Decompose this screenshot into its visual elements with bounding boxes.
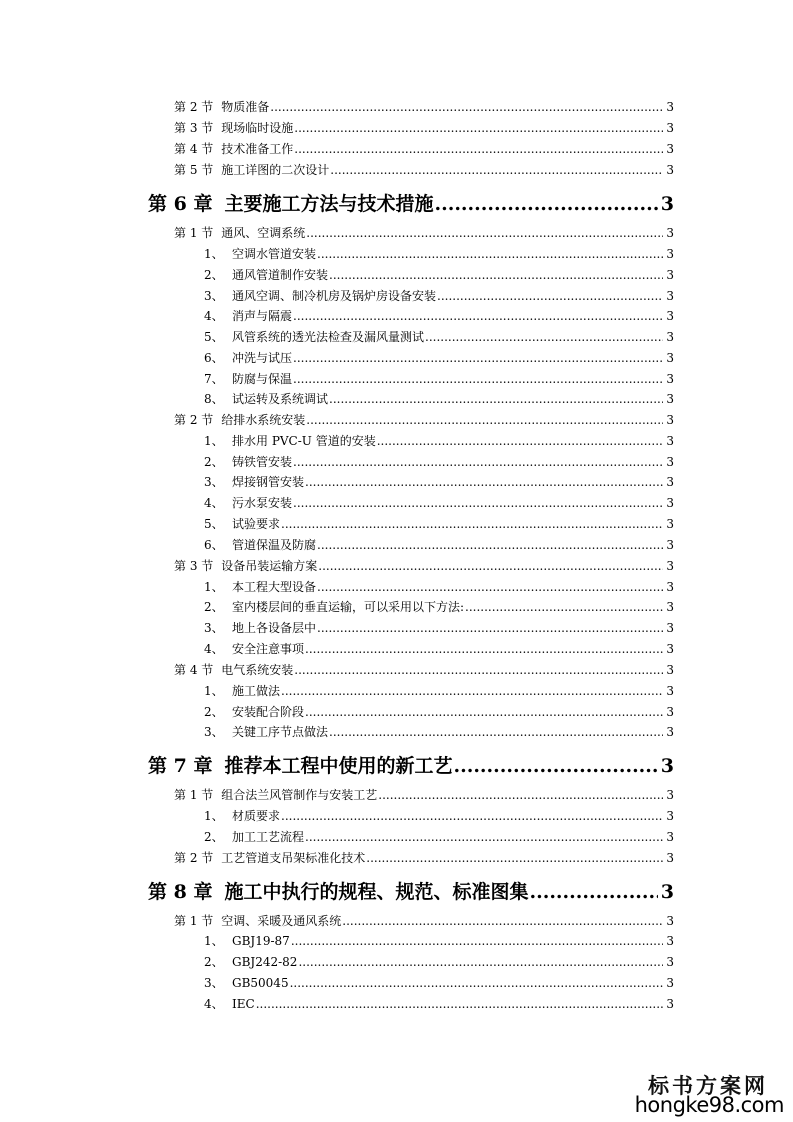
toc-prefix: 第 4 节 [174, 663, 214, 677]
toc-prefix: 3、 [204, 289, 224, 303]
toc-page-number: 3 [666, 830, 674, 844]
toc-prefix: 1、 [204, 809, 224, 823]
toc-prefix: 第 7 章 [148, 755, 213, 777]
toc-prefix: 第 4 节 [174, 142, 214, 156]
leader-dots [281, 517, 663, 531]
toc-entry[interactable] [204, 640, 674, 657]
leader-dots [293, 496, 663, 510]
toc-entry[interactable] [174, 849, 674, 866]
toc-prefix: 1、 [204, 684, 224, 698]
toc-entry[interactable] [174, 224, 674, 241]
leader-dots [293, 455, 663, 469]
toc-title: 施工详图的二次设计 [221, 163, 330, 177]
toc-title: 物质准备 [221, 100, 270, 114]
toc-entry[interactable] [204, 682, 674, 699]
toc-page-number: 3 [666, 976, 674, 990]
toc-chapter-entry[interactable] [148, 751, 674, 778]
toc-page-number: 3 [666, 538, 674, 552]
leader-dots [270, 100, 663, 114]
toc-page-number: 3 [666, 226, 674, 240]
toc-page-number: 3 [666, 100, 674, 114]
toc-page-number: 3 [660, 755, 674, 777]
leader-dots [256, 997, 664, 1011]
toc-prefix: 5、 [204, 330, 224, 344]
toc-title: 给排水系统安装 [221, 413, 306, 427]
leader-dots [294, 121, 663, 135]
toc-prefix: 4、 [204, 309, 224, 323]
toc-entry[interactable] [204, 828, 674, 845]
toc-entry[interactable] [174, 119, 674, 136]
leader-dots [317, 538, 663, 552]
toc-title: 防腐与保温 [232, 372, 293, 386]
toc-page-number: 3 [666, 247, 674, 261]
toc-title: 加工工艺流程 [232, 830, 305, 844]
leader-dots [330, 163, 663, 177]
toc-title: 安全注意事项 [232, 642, 305, 656]
toc-prefix: 2、 [204, 955, 224, 969]
toc-page-number: 3 [666, 289, 674, 303]
toc-prefix: 2、 [204, 705, 224, 719]
toc-entry[interactable] [204, 723, 674, 740]
toc-title: 设备吊装运输方案 [221, 559, 318, 573]
toc-entry[interactable] [174, 411, 674, 428]
toc-page-number: 3 [666, 455, 674, 469]
toc-title: 材质要求 [232, 809, 281, 823]
leader-dots [437, 289, 663, 303]
toc-page-number: 3 [666, 163, 674, 177]
toc-page-number: 3 [666, 684, 674, 698]
toc-prefix: 第 6 章 [148, 193, 213, 215]
leader-dots [294, 663, 663, 677]
leader-dots [529, 881, 657, 903]
toc-page-number: 3 [666, 914, 674, 928]
toc-title: 室内楼层间的垂直运输，可以采用以下方法: [232, 600, 465, 614]
toc-title: 本工程大型设备 [232, 580, 317, 594]
toc-entry[interactable] [204, 432, 674, 449]
toc-page-number: 3 [666, 809, 674, 823]
toc-prefix: 2、 [204, 600, 224, 614]
toc-title: GBJ19-87 [232, 934, 290, 948]
leader-dots [434, 193, 657, 215]
toc-page-number: 3 [666, 705, 674, 719]
toc-prefix: 第 3 节 [174, 559, 214, 573]
toc-title: 施工做法 [232, 684, 281, 698]
toc-entry[interactable] [204, 328, 674, 345]
watermark-site-name: 标书方案网 [648, 1074, 768, 1098]
toc-page-number: 3 [666, 725, 674, 739]
toc-title: 关键工序节点做法 [232, 725, 329, 739]
toc-page-number: 3 [666, 121, 674, 135]
toc-page-number: 3 [666, 997, 674, 1011]
toc-entry[interactable] [204, 390, 674, 407]
toc-title: 焊接钢管安装 [232, 475, 305, 489]
leader-dots [305, 830, 663, 844]
toc-entry[interactable] [204, 995, 674, 1012]
toc-page-number: 3 [666, 559, 674, 573]
toc-entry[interactable] [204, 349, 674, 366]
toc-title: 污水泵安装 [232, 496, 293, 510]
toc-title: 通风、空调系统 [221, 226, 306, 240]
leader-dots [306, 226, 663, 240]
leader-dots [290, 976, 664, 990]
toc-chapter-entry[interactable] [148, 877, 674, 904]
toc-entry[interactable] [204, 932, 674, 949]
toc-entry[interactable] [204, 536, 674, 553]
leader-dots [465, 600, 663, 614]
toc-page-number: 3 [666, 663, 674, 677]
toc-page-number: 3 [660, 881, 674, 903]
toc-prefix: 8、 [204, 392, 224, 406]
toc-entry[interactable] [174, 786, 674, 803]
toc-page-number: 3 [666, 475, 674, 489]
toc-title: 地上各设备层中 [232, 621, 317, 635]
toc-title: 安装配合阶段 [232, 705, 305, 719]
leader-dots [317, 247, 663, 261]
toc-prefix: 第 3 节 [174, 121, 214, 135]
toc-entry[interactable] [204, 578, 674, 595]
leader-dots [342, 914, 663, 928]
leader-dots [293, 351, 663, 365]
toc-title: 试验要求 [232, 517, 281, 531]
toc-title: IEC [232, 997, 255, 1011]
leader-dots [317, 580, 663, 594]
toc-title: 现场临时设施 [221, 121, 294, 135]
leader-dots [318, 559, 663, 573]
toc-prefix: 7、 [204, 372, 224, 386]
site-watermark [630, 1066, 790, 1122]
toc-title: 空调、采暖及通风系统 [221, 914, 342, 928]
toc-title: 冲洗与试压 [232, 351, 293, 365]
toc-prefix: 5、 [204, 517, 224, 531]
toc-prefix: 第 2 节 [174, 851, 214, 865]
toc-title: 铸铁管安装 [232, 455, 293, 469]
toc-prefix: 6、 [204, 351, 224, 365]
toc-entry[interactable] [204, 703, 674, 720]
toc-chapter-entry[interactable] [148, 189, 674, 216]
toc-page-number: 3 [666, 955, 674, 969]
toc-page-number: 3 [666, 580, 674, 594]
leader-dots [281, 684, 663, 698]
leader-dots [305, 475, 663, 489]
toc-title: 主要施工方法与技术措施 [224, 193, 434, 215]
toc-page-number: 3 [666, 851, 674, 865]
toc-prefix: 3、 [204, 976, 224, 990]
leader-dots [293, 372, 663, 386]
toc-entry[interactable] [174, 140, 674, 157]
toc-prefix: 1、 [204, 580, 224, 594]
toc-entry[interactable] [204, 807, 674, 824]
toc-page-number: 3 [666, 372, 674, 386]
toc-title: 排水用 PVC-U 管道的安装 [232, 434, 376, 448]
toc-prefix: 2、 [204, 830, 224, 844]
toc-title: 风管系统的透光法检查及漏风量测试 [232, 330, 425, 344]
toc-entry[interactable] [174, 912, 674, 929]
toc-page-number: 3 [666, 496, 674, 510]
toc-entry[interactable] [204, 266, 674, 283]
toc-entry[interactable] [204, 598, 674, 615]
toc-title: 工艺管道支吊架标准化技术 [221, 851, 366, 865]
toc-title: 通风空调、制冷机房及锅炉房设备安装 [232, 289, 437, 303]
toc-entry[interactable] [204, 453, 674, 470]
toc-title: GB50045 [232, 976, 289, 990]
toc-page-number: 3 [666, 517, 674, 531]
toc-entry[interactable] [204, 473, 674, 490]
toc-prefix: 6、 [204, 538, 224, 552]
toc-title: 通风管道制作安装 [232, 268, 329, 282]
toc-entry[interactable] [204, 287, 674, 304]
leader-dots [329, 392, 663, 406]
toc-prefix: 2、 [204, 455, 224, 469]
toc-title: 空调水管道安装 [232, 247, 317, 261]
toc-prefix: 4、 [204, 997, 224, 1011]
toc-entry[interactable] [174, 161, 674, 178]
toc-entry[interactable] [174, 661, 674, 678]
toc-title: 施工中执行的规程、规范、标准图集 [224, 881, 529, 903]
toc-prefix: 3、 [204, 621, 224, 635]
toc-prefix: 第 2 节 [174, 413, 214, 427]
toc-page-number: 3 [666, 330, 674, 344]
toc-entry[interactable] [204, 494, 674, 511]
toc-entry[interactable] [204, 619, 674, 636]
leader-dots [305, 705, 663, 719]
toc-entry[interactable] [204, 370, 674, 387]
toc-title: 消声与隔震 [232, 309, 293, 323]
leader-dots [317, 621, 663, 635]
toc-title: 组合法兰风管制作与安装工艺 [221, 788, 378, 802]
toc-prefix: 3、 [204, 475, 224, 489]
leader-dots [294, 142, 663, 156]
leader-dots [305, 642, 663, 656]
toc-entry[interactable] [204, 953, 674, 970]
toc-page-number: 3 [666, 268, 674, 282]
toc-prefix: 第 2 节 [174, 100, 214, 114]
toc-prefix: 1、 [204, 247, 224, 261]
leader-dots [366, 851, 663, 865]
toc-page-number: 3 [666, 434, 674, 448]
toc-page-number: 3 [666, 642, 674, 656]
leader-dots [453, 755, 657, 777]
leader-dots [298, 955, 663, 969]
toc-entry[interactable] [174, 98, 674, 115]
toc-page-number: 3 [666, 934, 674, 948]
toc-title: 推荐本工程中使用的新工艺 [224, 755, 453, 777]
toc-prefix: 3、 [204, 725, 224, 739]
toc-page-number: 3 [666, 788, 674, 802]
toc-page-number: 3 [666, 621, 674, 635]
toc-page-number: 3 [666, 413, 674, 427]
toc-entry[interactable] [174, 557, 674, 574]
toc-page-number: 3 [666, 351, 674, 365]
toc-prefix: 第 8 章 [148, 881, 213, 903]
toc-prefix: 1、 [204, 934, 224, 948]
toc-page-number: 3 [666, 142, 674, 156]
leader-dots [291, 934, 664, 948]
toc-prefix: 第 1 节 [174, 226, 214, 240]
toc-prefix: 4、 [204, 642, 224, 656]
toc-entry[interactable] [204, 307, 674, 324]
toc-prefix: 1、 [204, 434, 224, 448]
toc-prefix: 第 1 节 [174, 914, 214, 928]
toc-title: 管道保温及防腐 [232, 538, 317, 552]
toc-prefix: 4、 [204, 496, 224, 510]
toc-title: 技术准备工作 [221, 142, 294, 156]
toc-entry[interactable] [204, 245, 674, 262]
toc-page-number: 3 [666, 392, 674, 406]
leader-dots [329, 268, 663, 282]
leader-dots [329, 725, 663, 739]
toc-page-number: 3 [660, 193, 674, 215]
toc-page-number: 3 [666, 600, 674, 614]
toc-prefix: 第 1 节 [174, 788, 214, 802]
leader-dots [425, 330, 663, 344]
leader-dots [306, 413, 663, 427]
leader-dots [377, 434, 664, 448]
toc-page-number: 3 [666, 309, 674, 323]
toc-prefix: 2、 [204, 268, 224, 282]
toc-title: 电气系统安装 [221, 663, 294, 677]
leader-dots [293, 309, 663, 323]
toc-entry[interactable] [204, 974, 674, 991]
toc-entry[interactable] [204, 515, 674, 532]
toc-prefix: 第 5 节 [174, 163, 214, 177]
watermark-url: hongke98.com [634, 1093, 784, 1117]
leader-dots [378, 788, 663, 802]
toc-title: 试运转及系统调试 [232, 392, 329, 406]
leader-dots [281, 809, 663, 823]
toc-title: GBJ242-82 [232, 955, 298, 969]
